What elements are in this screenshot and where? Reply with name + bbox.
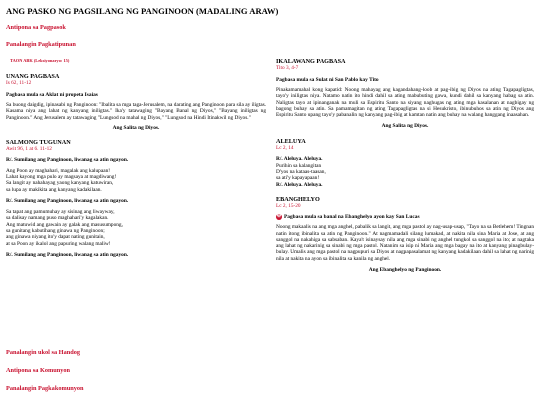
ebanghelyo-closing: Ang Ebanghelyo ng Panginoon. [368, 266, 442, 273]
ikalawang-pagbasa-closing: Ang Salita ng Diyos. [381, 123, 429, 130]
stanza-line: Ang matuwid ang gawain ay galak ang masusumpong, [6, 221, 123, 228]
unang-pagbasa-text: Sa buong daigdig, ipinasabi ng Panginoon: "Ibalita sa mga taga-Jerusalem, na darating ang Panginoon para sila ay iligtas. Kasama niya ang lahat ng kanyang iniligtas." Ika'y tatawaging "Bayang Banal ng Diyos," "Bayang iniligtas ng Panginoon." Ang Jerusalem ay tatawaging "Lungsod na mahal ng Diyos," "Lungsod na Hindi Itinakwil ng Diyos." [6, 102, 266, 121]
aleluya-line: D'yos na kataas-taasan, [276, 169, 326, 176]
stanza-line: Sa tapat ang pamumuhay ay sisinag ang liwayway, [6, 209, 115, 216]
salmo-stanza-2 [6, 209, 266, 247]
right-column [276, 58, 534, 273]
stanza-line: sa lupa ay makikita ang kanyang kadakilaan. [6, 186, 102, 193]
unang-pagbasa-subtitle: Pagbasa mula sa Aklat ni propeta Isaias [6, 92, 98, 98]
salmo-stanza-1 [6, 168, 266, 193]
link-antipona-komunyon[interactable]: Antipona sa Komunyon [6, 367, 71, 374]
aleluya-response: R/. Aleluya. Aleluya. [276, 156, 323, 163]
ebanghelyo-heading: EBANGHELYO [276, 195, 320, 203]
ebanghelyo-text: Noong makaalis na ang mga anghel, pabalik sa langit, ang mga pastol ay nag-usap-usap, "Tayo na sa Betlehem! Tingnan natin itong ibinalita sa atin ng Panginoon." At nagmamadali silang lumakad, at nakita nila sina Maria at Jose, at ang sanggol na nakahiga sa sabsaban. Kaya't isinaysay nila ang mga sinabi ng anghel tungkol sa sanggol na ito; at nagtaka ang lahat ng nakarinig sa sinabi ng mga pastol. Natanim sa isip ni Maria ang mga bagay na ito at kanyang pinagbulay-bulay. Umalis ang mga pastol na nagpupuri sa Diyos at nagpapasalamat ng kanyang kadakilaan dahil sa lahat ng narinig nila at nakita na ayon sa ibinalita sa kanila ng anghel. [276, 224, 534, 262]
salmo-response-2: R/. Sumilang ang Panginoon, liwanag sa atin ngayon. [6, 198, 129, 205]
link-antipona-pagpasok[interactable]: Antipona sa Pagpasok [6, 24, 66, 31]
salmo-response-3: R/. Sumilang ang Panginoon, liwanag sa atin ngayon. [6, 251, 129, 258]
salmo-ref: Awit 96, 1 at 6. 11-12 [6, 145, 52, 152]
ikalawang-pagbasa-heading: IKALAWANG PAGBASA [276, 58, 346, 65]
stanza-line: Sa langit ay nahahayag yaong kanyang katuwiran, [6, 180, 114, 187]
left-column [6, 24, 266, 258]
link-panalangin-handog[interactable]: Panalangin ukol sa Handog [6, 349, 81, 356]
ebanghelyo-ref: Lc 2, 15-20 [276, 202, 301, 209]
stanza-line: Lahat kayong mga pulo ay magsaya at magdiwang! [6, 174, 117, 181]
unang-pagbasa-closing: Ang Salita ng Diyos. [112, 124, 160, 131]
ikalawang-pagbasa-ref: Tito 3, 4-7 [276, 65, 299, 71]
unang-pagbasa-ref: Is 62, 11-12 [6, 80, 32, 86]
ebanghelyo-subtitle: Pagbasa mula sa banal na Ebanghelyo ayon kay San Lucas [284, 214, 420, 221]
year-note: TAON ABK (Leksiyonaryo: 15) [10, 58, 70, 63]
stanza-line: at sa Poon ay ikalol ang papuring walang maliw! [6, 240, 111, 247]
ebanghelyo-subtitle-row [276, 214, 534, 220]
stanza-line: sa gunitang kabutihang ginawa ng Panginoon; [6, 227, 105, 234]
ikalawang-pagbasa-text: Pinakamamahal kong kapatid: Noong mahayag ang kagandahang-loob at pag-ibig ng Diyos na ating Tagapagligtas, tayo'y iniligtas niya. Natamo natin ito hindi dahil sa ating mabubuting gawa, kundi dahil sa kanyang habag sa atin. Naligtas tayo at ipinanganak na muli sa Espiritu Santo na siyang naghugas ng ating mga kasalanan at nagbigay ng bagong buhay sa atin. Sa pamamagitan ng ating Tagapagligtas na si Hesukristo, ibinubuhos sa atin ng Diyos ang Espiritu Santo upang tayo'y pabanalin ng kanyang pag-ibig at kamtan natin ang buhay na walang hanggang inaasahan. [276, 87, 534, 119]
unang-pagbasa-heading: UNANG PAGBASA [6, 73, 60, 80]
aleluya-line: sa ati'y kapayapaan! [276, 175, 320, 182]
cross-icon: ✠ [276, 213, 282, 219]
salmo-heading: SALMONG TUGUNAN [6, 138, 71, 146]
aleluya-verse [276, 156, 534, 187]
link-panalangin-pagkatipunan[interactable]: Panalangin Pagkatipunan [6, 41, 76, 48]
link-panalangin-pagkakomunyon[interactable]: Panalangin Pagkakomunyon [6, 385, 84, 392]
stanza-line: Ang Poon ay maghahari, magalak ang kalupaan! [6, 167, 111, 174]
aleluya-line: Purihin sa kalangitan [276, 162, 322, 169]
stanza-line: ang ginawa niyang ito'y dapat nating gunitain, [6, 234, 105, 241]
aleluya-response: R/. Aleluya. Aleluya. [276, 181, 323, 188]
page-title: ANG PASKO NG PAGSILANG NG PANGINOON (MADALING ARAW) [6, 6, 279, 16]
stanza-line: sa dalisay namang puso maghahari'y kagalakan. [6, 215, 109, 222]
aleluya-heading: ALELUYA [276, 138, 306, 146]
ikalawang-pagbasa-subtitle: Pagbasa mula sa Sulat ni San Pablo kay Tito [276, 77, 379, 83]
salmo-response-1: R/. Sumilang ang Panginoon, liwanag sa atin ngayon. [6, 156, 129, 163]
aleluya-ref: Lc 2, 14 [276, 145, 294, 152]
